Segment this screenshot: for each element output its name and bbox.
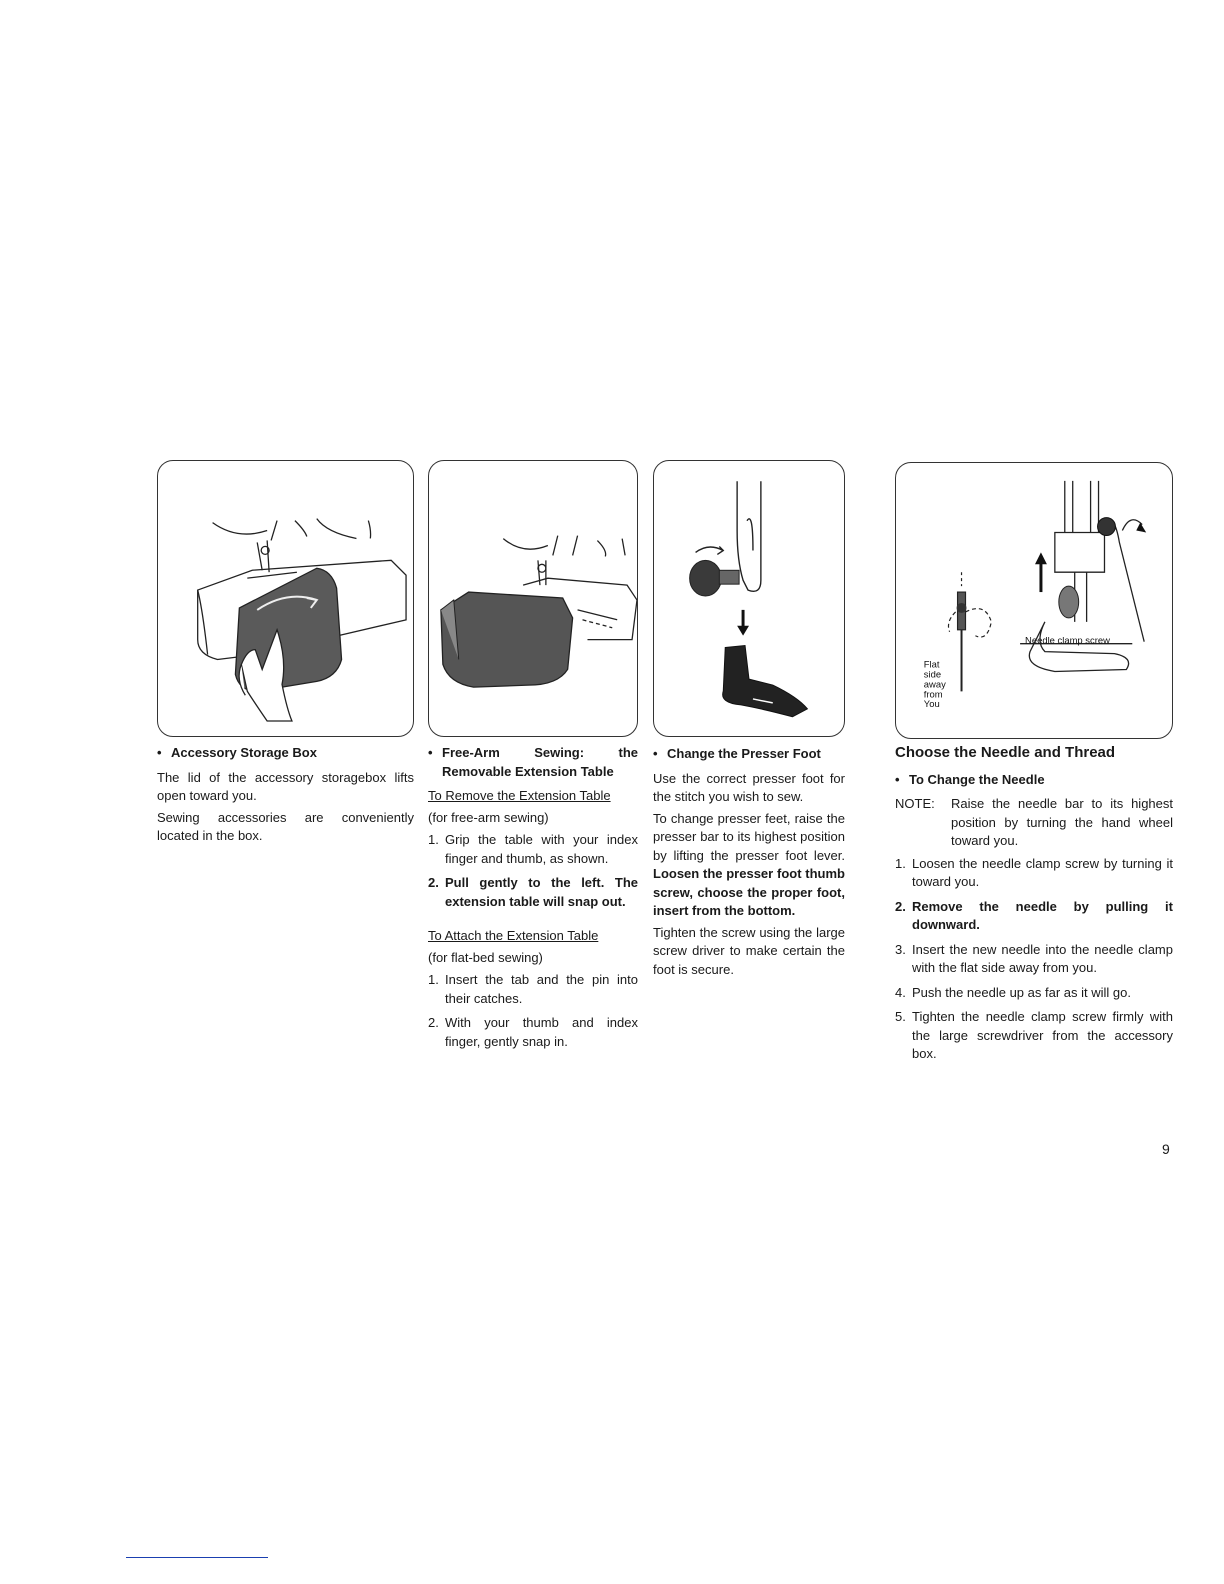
extension-table-heading-line-1: Free-Arm Sewing: the	[442, 745, 638, 760]
step-number: 3.	[895, 941, 906, 957]
bullet: •	[428, 745, 433, 760]
step-text: Grip the table with your index finger and thumb, as shown.	[445, 832, 638, 866]
needle-note	[895, 795, 1173, 851]
extension-table-heading-line-2: Removable Extension Table	[442, 763, 614, 779]
change-needle-steps	[895, 855, 1173, 1064]
page-number: 9	[1162, 1141, 1170, 1157]
list-item	[895, 1008, 1173, 1064]
step-number: 4.	[895, 984, 906, 1000]
section-accessory-box	[157, 744, 414, 849]
section-extension-table	[428, 744, 638, 1057]
flat-side-label-4: from	[923, 688, 943, 700]
figure-presser-foot	[653, 460, 845, 737]
bullet: •	[653, 746, 658, 761]
section-presser-foot	[653, 745, 845, 982]
presser-foot-heading-text: Change the Presser Foot	[667, 746, 821, 761]
step-number: 1.	[428, 832, 439, 847]
presser-foot-paragraph-2b: Loosen the presser foot thumb screw, choose the proper foot, insert from the bottom.	[653, 866, 845, 918]
step-text: Insert the new needle into the needle clamp with the flat side away from you.	[912, 941, 1173, 975]
accessory-box-paragraph-2: Sewing accessories are conveniently located in the box.	[157, 809, 414, 843]
list-item	[428, 831, 638, 868]
flat-side-label-5: You	[923, 698, 940, 710]
needle-illustration	[896, 463, 1172, 738]
list-item	[428, 1014, 638, 1051]
flat-side-label-1: Flat	[923, 658, 940, 670]
flat-side-label-2: side	[923, 668, 942, 680]
step-text: Tighten the needle clamp screw firmly with the large screwdriver from the accessory box.	[912, 1009, 1173, 1061]
presser-foot-paragraph-3: Tighten the screw using the large screw driver to make certain the foot is secure.	[653, 924, 845, 977]
list-item	[895, 855, 1173, 892]
step-number: 5.	[895, 1009, 906, 1024]
attach-table-subheading: To Attach the Extension Table	[428, 928, 599, 943]
list-item	[428, 971, 638, 1008]
extension-table-illustration	[429, 461, 637, 736]
step-text: Loosen the needle clamp screw by turning it toward you.	[912, 855, 1173, 889]
bullet: •	[895, 771, 900, 787]
section-needle	[895, 744, 1173, 1070]
presser-foot-paragraph-2	[653, 810, 845, 921]
bullet: •	[157, 745, 162, 760]
step-text: With your thumb and index finger, gently snap in.	[445, 1015, 638, 1049]
list-item	[895, 984, 1173, 1003]
flat-side-label-3: away	[923, 678, 946, 690]
presser-foot-paragraph-1: Use the correct presser foot for the stitch you wish to sew.	[653, 770, 845, 804]
note-text: Raise the needle bar to its highest position by turning the hand wheel toward you.	[951, 796, 1173, 848]
needle-section-title: Choose the Needle and Thread	[895, 744, 1116, 761]
bottom-rule	[126, 1557, 268, 1558]
remove-table-steps	[428, 831, 638, 911]
attach-table-steps	[428, 971, 638, 1051]
note-label: NOTE:	[895, 796, 935, 811]
accessory-box-paragraph-1: The lid of the accessory storagebox lifts open toward you.	[157, 769, 414, 803]
step-number: 1.	[428, 972, 439, 987]
figure-extension-table	[428, 460, 638, 737]
accessory-box-heading	[157, 744, 414, 763]
needle-clamp-screw-label: Needle clamp screw	[1025, 634, 1110, 646]
step-text: Pull gently to the left. The extension table will snap out.	[445, 875, 638, 909]
figure-needle	[895, 462, 1173, 739]
accessory-box-heading-text: Accessory Storage Box	[171, 745, 317, 760]
step-number: 2.	[428, 875, 439, 890]
extension-table-heading	[428, 744, 638, 781]
step-number: 2.	[428, 1015, 439, 1030]
remove-table-subheading: To Remove the Extension Table	[428, 788, 611, 803]
step-number: 2.	[895, 898, 906, 914]
step-text: Remove the needle by pulling it downward.	[912, 898, 1173, 932]
remove-table-note: (for free-arm sewing)	[428, 809, 549, 825]
step-text: Push the needle up as far as it will go.	[912, 984, 1131, 1000]
presser-foot-illustration	[654, 461, 844, 736]
accessory-box-illustration	[158, 461, 413, 736]
figure-accessory-box	[157, 460, 414, 737]
presser-foot-paragraph-2a: To change presser feet, raise the presser bar to its highest position by lifting the presser foot lever.	[653, 810, 845, 863]
step-number: 1.	[895, 855, 906, 871]
change-needle-heading	[895, 771, 1173, 790]
change-needle-heading-text: To Change the Needle	[909, 771, 1045, 787]
step-text: Insert the tab and the pin into their catches.	[445, 972, 638, 1006]
presser-foot-heading	[653, 745, 845, 764]
attach-table-note: (for flat-bed sewing)	[428, 949, 543, 965]
list-item	[895, 941, 1173, 978]
list-item	[428, 874, 638, 911]
list-item	[895, 898, 1173, 935]
